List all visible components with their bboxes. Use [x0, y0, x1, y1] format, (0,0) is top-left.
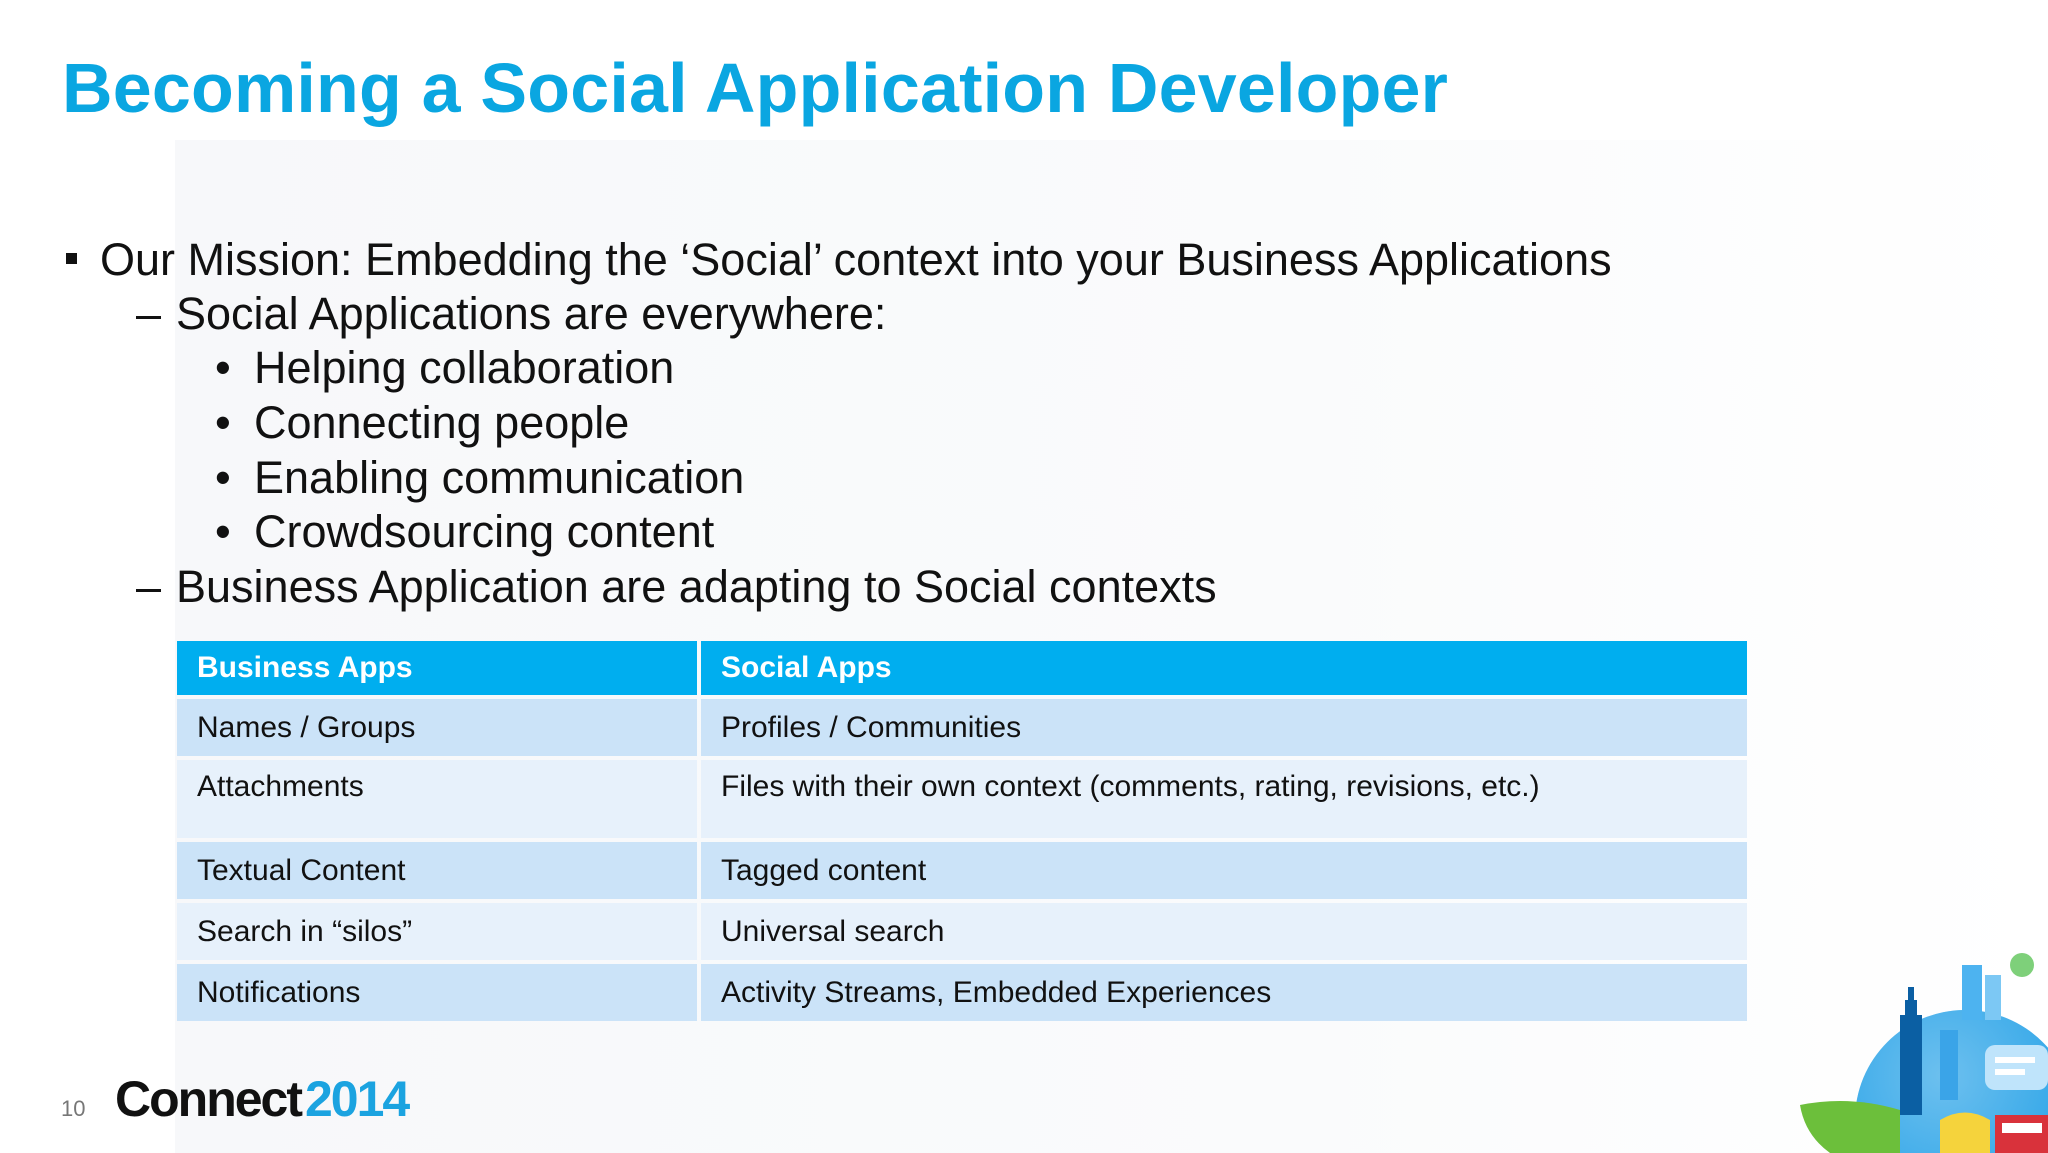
table-cell: Search in “silos” — [177, 903, 697, 960]
bullet-crowdsourcing: Crowdsourcing content — [254, 506, 715, 557]
logo-word: Connect — [115, 1071, 301, 1127]
dash-bullet-icon: – — [136, 561, 162, 612]
slide-title: Becoming a Social Application Developer — [62, 49, 1449, 127]
table-cell: Notifications — [177, 964, 697, 1021]
table-cell: Textual Content — [177, 842, 697, 899]
table-cell: Activity Streams, Embedded Experiences — [701, 964, 1747, 1021]
bullet-business-adapting: Business Application are adapting to Social contexts — [176, 561, 1217, 612]
dot-bullet-icon: • — [215, 397, 231, 448]
table-row — [177, 842, 1747, 899]
dot-bullet-icon: • — [215, 452, 231, 503]
table-cell: Tagged content — [701, 842, 1747, 899]
comparison-table — [173, 637, 1751, 1025]
city-illustration-icon — [1790, 945, 2048, 1153]
bullet-mission: Our Mission: Embedding the ‘Social’ context into your Business Applications — [100, 234, 1612, 285]
table-cell: Profiles / Communities — [701, 699, 1747, 756]
logo-year: 2014 — [305, 1071, 409, 1127]
table-row — [177, 964, 1747, 1021]
column-header: Social Apps — [701, 641, 1747, 695]
table-cell: Attachments — [177, 760, 697, 838]
table-header-row — [177, 641, 1747, 695]
table-cell: Files with their own context (comments, rating, revisions, etc.) — [701, 760, 1747, 838]
column-header: Business Apps — [177, 641, 697, 695]
dot-bullet-icon: • — [215, 342, 231, 393]
dash-bullet-icon: – — [136, 288, 162, 339]
bullet-social-apps: Social Applications are everywhere: — [176, 288, 887, 339]
bullet-collaboration: Helping collaboration — [254, 342, 675, 393]
table-cell: Names / Groups — [177, 699, 697, 756]
table-row — [177, 699, 1747, 756]
square-bullet-icon — [66, 253, 77, 264]
connect-logo — [115, 1070, 408, 1128]
page-number: 10 — [61, 1096, 86, 1121]
table-cell: Universal search — [701, 903, 1747, 960]
bullet-connecting: Connecting people — [254, 397, 630, 448]
table-row — [177, 903, 1747, 960]
table-row — [177, 760, 1747, 838]
bullet-communication: Enabling communication — [254, 452, 745, 503]
dot-bullet-icon: • — [215, 506, 231, 557]
